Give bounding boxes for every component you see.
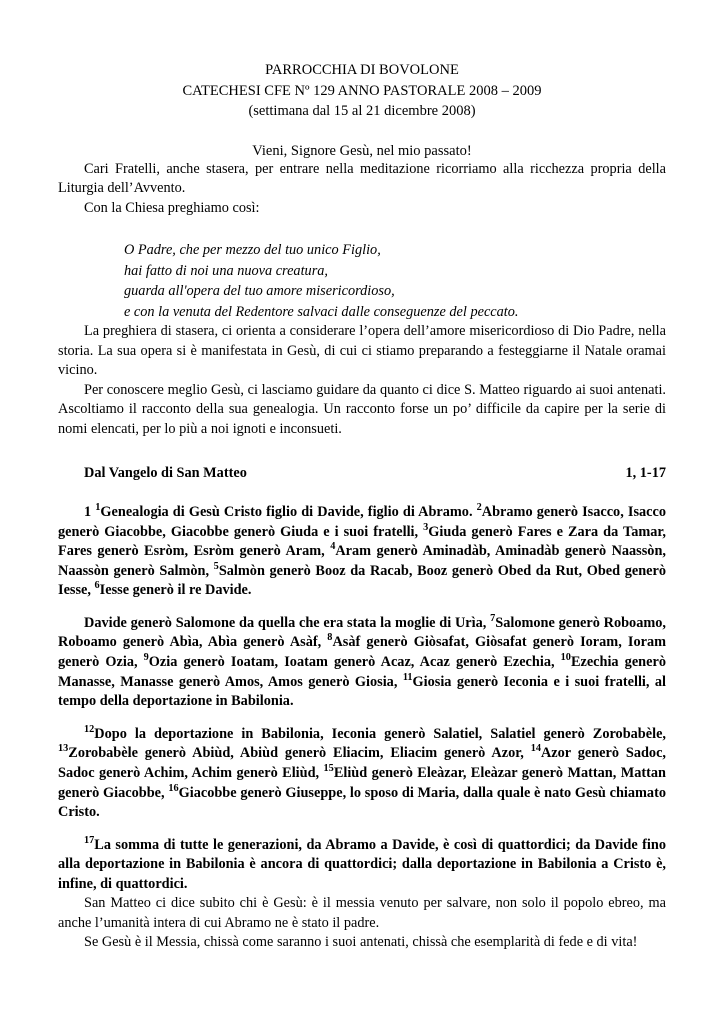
gospel-reference: 1, 1-17 [625, 464, 666, 481]
verse-number: 1 [95, 502, 101, 514]
verse-number: 2 [476, 502, 482, 514]
scripture-body [58, 503, 666, 894]
verse-number: 10 [560, 652, 571, 664]
verse-number: 17 [84, 834, 95, 846]
scripture-paragraph: Davide generò Salomone da quella che era stata la moglie di Urìa, $^7$Salomone generò Roboamo, Roboamo generò Abìa, Abìa generò Asàf, $^8$Asàf generò Giòsafat, Giòsafat generò Ioram, Ioram generò Ozia, $^9$Ozia generò Ioatam, Ioatam generò Acaz, Acaz generò Ezechia, $^{10}$Ezechia generò Manasse, Manasse generò Amos, Amos generò Giosia, $^{11}$Giosia generò Ieconia e i suoi fratelli, al tempo della deportazione in Babilonia. [58, 613, 666, 710]
prayer-block [124, 240, 666, 322]
invocation-line: Vieni, Signore Gesù, nel mio passato! [252, 142, 472, 159]
prayer-line-4: e con la venuta del Redentore salvaci dalle conseguenze del peccato. [124, 303, 519, 320]
closing-paragraph-2: Se Gesù è il Messia, chissà come saranno i suoi antenati, chissà che esemplarità di fede e di vita! [84, 934, 638, 951]
verse-number: 3 [423, 521, 429, 533]
gospel-heading [58, 465, 666, 482]
prayer-line-1: O Padre, che per mezzo del tuo unico Figlio, [124, 242, 381, 259]
document-header [58, 60, 666, 122]
reflection-paragraph-1: La preghiera di stasera, ci orienta a considerare l’opera dell’amore misericordioso di Dio Padre, nella storia. La sua opera si è manifestata in Gesù, di cui ci stiamo preparando a festeggiarne il Natale oramai vicino. [58, 323, 666, 379]
header-line-catechesis: CATECHESI CFE Nº 129 ANNO PASTORALE 2008 – 2009 [182, 82, 542, 99]
verse-number: 14 [530, 743, 541, 755]
header-line-parish: PARROCCHIA DI BOVOLONE [265, 62, 459, 78]
prayer-line-2: hai fatto di noi una nuova creatura, [124, 262, 328, 279]
verse-number: 13 [58, 743, 69, 755]
verse-number: 9 [143, 652, 149, 664]
gospel-title-text: Dal Vangelo di San Matteo [84, 464, 247, 481]
verse-number: 6 [94, 580, 100, 592]
verse-number: 7 [490, 613, 496, 625]
verse-number: 12 [84, 724, 95, 735]
intro-paragraph-1: Cari Fratelli, anche stasera, per entrare nella meditazione ricorriamo alla ricchezza propria della Liturgia dell’Avvento. [58, 160, 666, 197]
prayer-line-3: guarda all'opera del tuo amore misericordioso, [124, 283, 395, 300]
scripture-paragraph: 1 $^1$Genealogia di Gesù Cristo figlio di Davide, figlio di Abramo. $^2$Abramo generò Isacco, Isacco generò Giacobbe, Giacobbe generò Giuda e i suoi fratelli, $^3$Giuda generò Fares e Zara da Tamar, Fares generò Esròm, Esròm generò Aram, $^4$Aram generò Aminadàb, Aminadàb generò Naassòn, Naassòn generò Salmòn, $^5$Salmòn generò Booz da Racab, Booz generò Obed da Rut, Obed generò Iesse, $^6$Iesse generò il re Davide. [58, 502, 667, 599]
verse-number: 4 [330, 541, 336, 553]
verse-number: 8 [327, 632, 333, 644]
verse-number: 16 [168, 782, 179, 794]
scripture-paragraph: $^{12}$Dopo la deportazione in Babilonia, Ieconia generò Salatiel, Salatiel generò Zorobabèle, $^{13}$Zorobabèle generò Abiùd, Abiùd generò Eliacim, Eliacim generò Azor, $^{14}$Azor generò Sadoc, Sadoc generò Achim, Achim generò Eliùd, $^{15}$Eliùd generò Eleàzar, Eleàzar generò Mattan, Mattan generò Giacobbe, $^{16}$Giacobbe generò Giuseppe, lo sposo di Maria, dalla quale è nato Gesù chiamato Cristo. [58, 724, 666, 821]
verse-number: 5 [213, 560, 219, 572]
header-line-week: (settimana dal 15 al 21 dicembre 2008) [248, 103, 476, 120]
intro-paragraph-2: Con la Chiesa preghiamo così: [84, 199, 260, 216]
reflection-paragraph-2: Per conoscere meglio Gesù, ci lasciamo guidare da quanto ci dice S. Matteo riguardo ai suoi antenati. Ascoltiamo il racconto della sua genealogia. Un racconto forse un po’ difficile da capire per la serie di nomi elencati, per lo più a noi ignoti e inconsueti. [58, 381, 666, 437]
verse-number: 15 [323, 763, 334, 775]
scripture-paragraph: $^{17}$La somma di tutte le generazioni, da Abramo a Davide, è così di quattordici; da Davide fino alla deportazione in Babilonia è ancora di quattordici; dalla deportazione in Babilonia a Cristo è, infine, di quattordici. [58, 834, 666, 892]
verse-number: 11 [402, 671, 413, 683]
closing-paragraph-1: San Matteo ci dice subito chi è Gesù: è il messia venuto per salvare, non solo il popolo ebreo, ma anche l’umanità intera di cui Abramo ne è stato il padre. [58, 895, 666, 931]
